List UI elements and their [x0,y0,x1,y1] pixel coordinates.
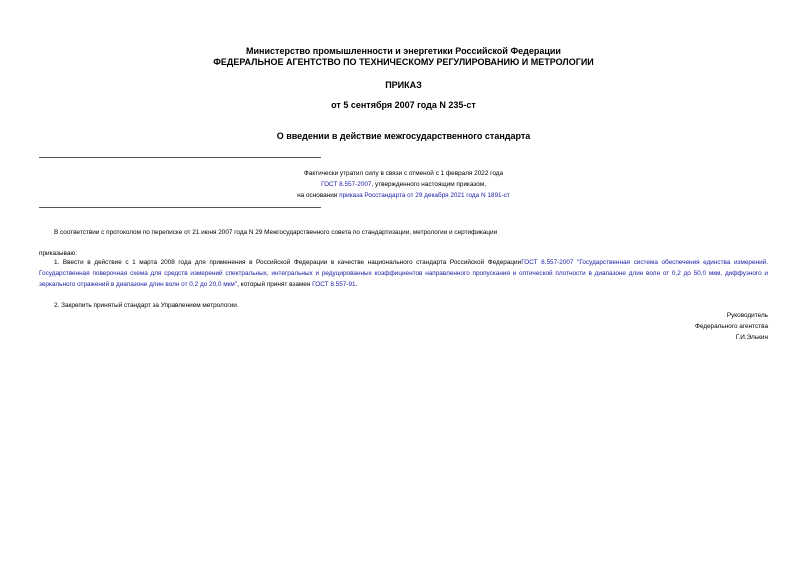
order-word: приказываю: [39,250,77,257]
signature-name: Г.И.Элькин [735,334,768,341]
divider-top [39,157,321,158]
document-date-number: от 5 сентября 2007 года N 235-ст [331,100,476,110]
agency-name: ФЕДЕРАЛЬНОЕ АГЕНТСТВО ПО ТЕХНИЧЕСКОМУ РЕГУЛИРОВАНИЮ И МЕТРОЛОГИИ [213,57,594,67]
notice-line-3-prefix: на основании [297,192,340,199]
item-1-text: 1. Ввести в действие с 1 марта 2008 года для применения в Российской Федерации в качестве национального стандарта Российской Федерации [54,259,522,266]
signature-title: Руководитель [726,312,768,319]
gost-2007-link[interactable]: ГОСТ 8.557-2007 [320,181,372,188]
document-subject: О введении в действие межгосударственного стандарта [276,131,531,141]
divider-bottom [39,207,321,208]
rosstandart-order-link[interactable]: приказа Росстандарта от 29 декабря 2021 года N 1891-ст [339,192,510,199]
item-1-mid-text: , который принят взамен [237,281,313,288]
signature-agency: Федерального агентства [694,323,768,330]
notice-line-1: Фактически утратил силу в связи с отменой с 1 февраля 2022 года [303,170,504,177]
notice-line-2 [0,181,807,188]
preamble: В соответствии с протоколом по переписке от 21 июня 2007 года N 29 Межгосударственного совета по стандартизации, метрологии и сертификации [54,229,498,236]
item-1-end: . [355,281,358,288]
order-item-2: 2. Закрепить принятый стандарт за Управлением метрологии. [54,302,239,309]
notice-line-2-text: , утвержденного настоящим приказом, [371,181,487,188]
gost-8-557-91-link[interactable]: ГОСТ 8.557-91 [312,281,356,288]
ministry-name: Министерство промышленности и энергетики Российской Федерации [246,46,561,56]
notice-line-3 [0,192,807,199]
gost-8-557-2007-link[interactable]: ГОСТ 8.557-2007 "Государственная система обеспечения единства измерений. Государственная поверочная схема для средств измерений спектральных, интегральных и редуцированных коэффициентов направленного пропускания и оптической плотности в диапазоне длин волн от 0,2 до 50,0 мкм, диффузного и зеркального отражений в диапазоне длин волн от 0,2 до 20,0 мкм" [39,259,768,288]
document-type: ПРИКАЗ [385,80,422,90]
order-item-1 [39,257,768,290]
